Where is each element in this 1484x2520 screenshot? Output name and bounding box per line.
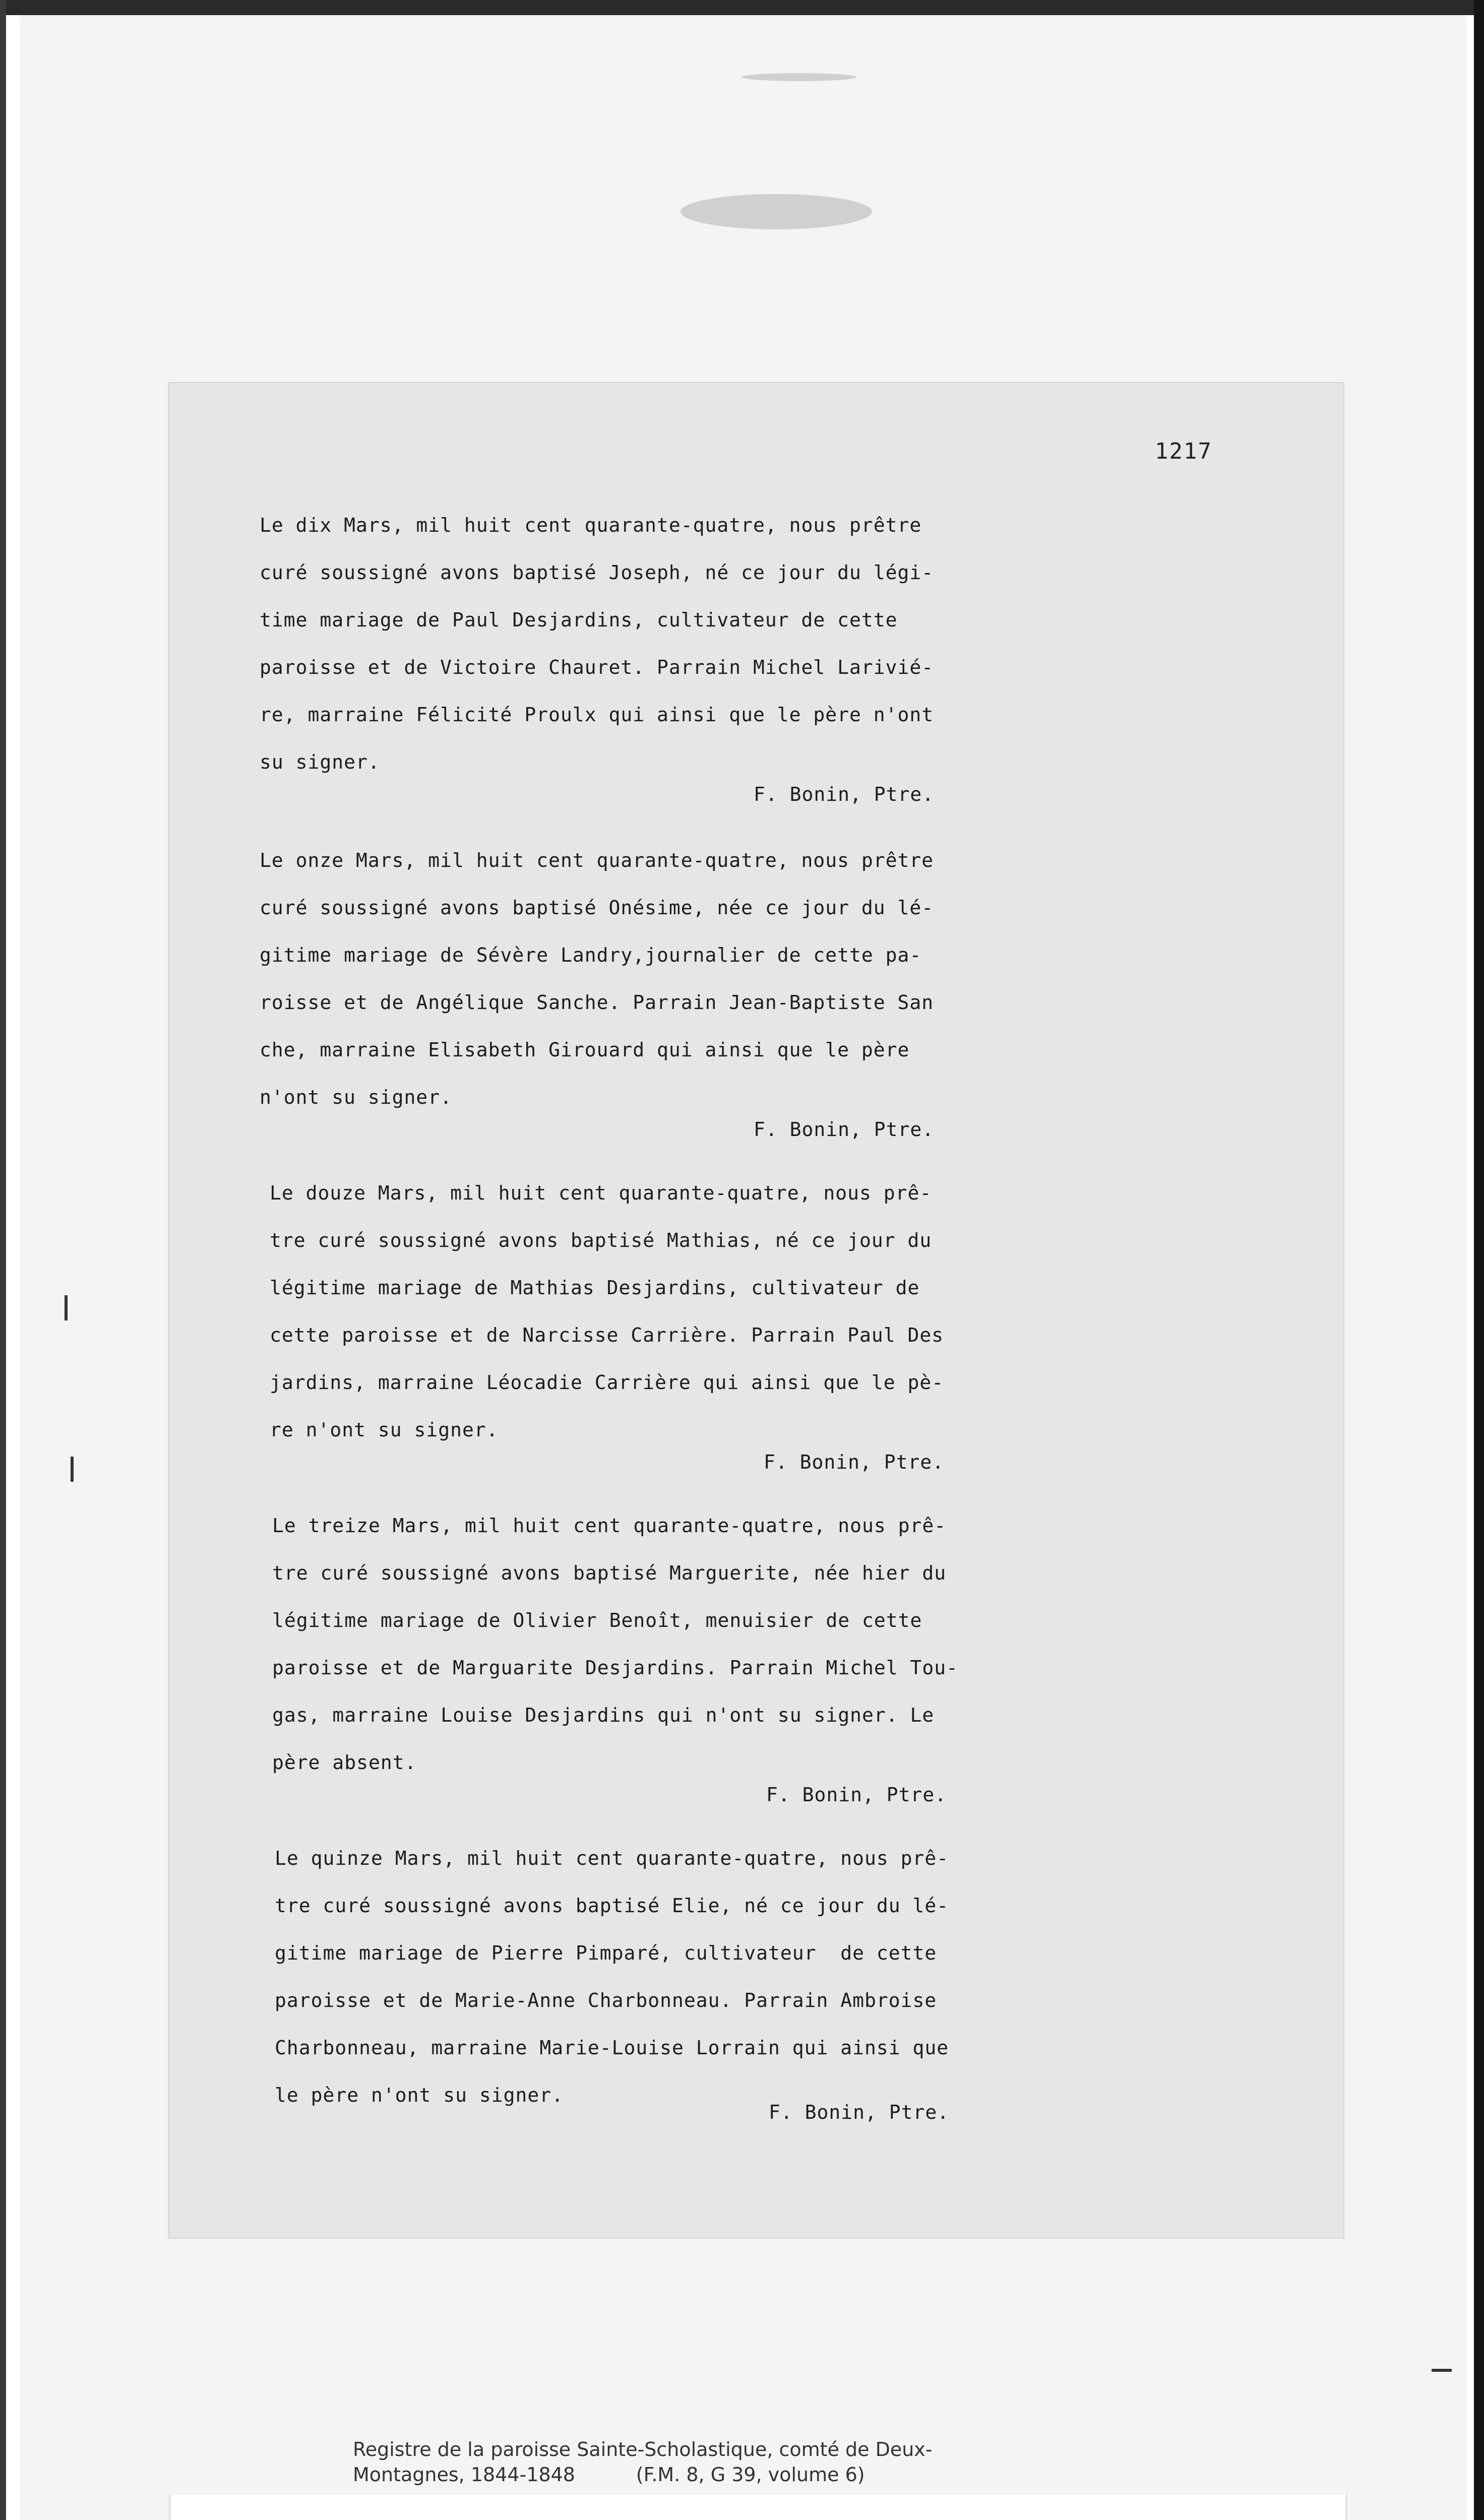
scratch-mark <box>1432 2369 1452 2372</box>
entry-line: Le douze Mars, mil huit cent quarante-quatre, nous prê- <box>270 1182 932 1204</box>
scan-edge <box>0 0 1484 15</box>
entry-line: curé soussigné avons baptisé Joseph, né ce jour du légi- <box>260 561 934 584</box>
entry-line: tre curé soussigné avons baptisé Elie, né ce jour du lé- <box>275 1895 949 1917</box>
scratch-mark <box>71 1457 74 1482</box>
archive-caption <box>353 2437 933 2487</box>
entry-line: légitime mariage de Olivier Benoît, menuisier de cette <box>272 1609 922 1631</box>
entry-line: père absent. <box>272 1751 417 1774</box>
caption-line: Registre de la paroisse Sainte-Scholastique, comté de Deux- <box>353 2438 933 2461</box>
entry-line: tre curé soussigné avons baptisé Mathias, né ce jour du <box>270 1229 932 1251</box>
baptism-entry <box>270 1169 1227 1486</box>
entry-line: re, marraine Félicité Proulx qui ainsi que le père n'ont <box>260 704 934 726</box>
entry-line: paroisse et de Marguarite Desjardins. Parrain Michel Tou- <box>272 1657 959 1679</box>
entry-line: tre curé soussigné avons baptisé Marguerite, née hier du <box>272 1562 947 1584</box>
entry-line: su signer. <box>260 751 380 773</box>
baptism-entry <box>260 501 1217 818</box>
entry-line: roisse et de Angélique Sanche. Parrain Jean-Baptiste San <box>260 991 934 1014</box>
scratch-mark <box>65 1295 68 1320</box>
scan-edge <box>1474 0 1484 2520</box>
scan-edge <box>0 0 6 2520</box>
entry-line: gitime mariage de Pierre Pimparé, cultivateur de cette <box>275 1942 937 1964</box>
entry-line: Le dix Mars, mil huit cent quarante-quatre, nous prêtre <box>260 514 922 536</box>
signature: F. Bonin, Ptre. <box>764 1451 945 1473</box>
entry-line: gas, marraine Louise Desjardins qui n'ont su signer. Le <box>272 1704 935 1726</box>
entry-line: Le onze Mars, mil huit cent quarante-quatre, nous prêtre <box>260 849 934 871</box>
entry-line: Le quinze Mars, mil huit cent quarante-quatre, nous prê- <box>275 1847 949 1869</box>
smudge-mark <box>741 73 857 81</box>
baptism-entry <box>260 837 1217 1153</box>
entry-line: re n'ont su signer. <box>270 1419 499 1441</box>
entry-line: Le treize Mars, mil huit cent quarante-quatre, nous prê- <box>272 1515 947 1537</box>
entry-line: cette paroisse et de Narcisse Carrière. Parrain Paul Des <box>270 1324 944 1346</box>
signature: F. Bonin, Ptre. <box>754 1118 935 1141</box>
archives-stamp <box>169 2495 1347 2520</box>
entry-line: gitime mariage de Sévère Landry,journalier de cette pa- <box>260 944 922 966</box>
entry-line: curé soussigné avons baptisé Onésime, née ce jour du lé- <box>260 897 934 919</box>
page-number: 1217 <box>1155 438 1212 464</box>
entry-line: Charbonneau, marraine Marie-Louise Lorrain qui ainsi que <box>275 2037 949 2059</box>
signature: F. Bonin, Ptre. <box>766 1784 947 1806</box>
entry-line: time mariage de Paul Desjardins, cultivateur de cette <box>260 609 898 631</box>
smudge-mark <box>681 194 872 229</box>
entry-line: légitime mariage de Mathias Desjardins, cultivateur de <box>270 1277 920 1299</box>
entry-line: paroisse et de Victoire Chauret. Parrain Michel Larivié- <box>260 656 934 678</box>
signature: F. Bonin, Ptre. <box>769 2101 950 2123</box>
entry-line: che, marraine Elisabeth Girouard qui ainsi que le père <box>260 1039 910 1061</box>
signature: F. Bonin, Ptre. <box>754 783 935 805</box>
baptism-entry <box>275 1835 1232 2136</box>
entry-line: n'ont su signer. <box>260 1086 453 1108</box>
entry-line: jardins, marraine Léocadie Carrière qui ainsi que le pè- <box>270 1371 944 1394</box>
entry-line: le père n'ont su signer. <box>275 2084 564 2106</box>
entry-line: paroisse et de Marie-Anne Charbonneau. Parrain Ambroise <box>275 1989 937 2011</box>
caption-line: Montagnes, 1844-1848 (F.M. 8, G 39, volume 6) <box>353 2464 865 2486</box>
baptism-entry <box>272 1502 1230 1818</box>
